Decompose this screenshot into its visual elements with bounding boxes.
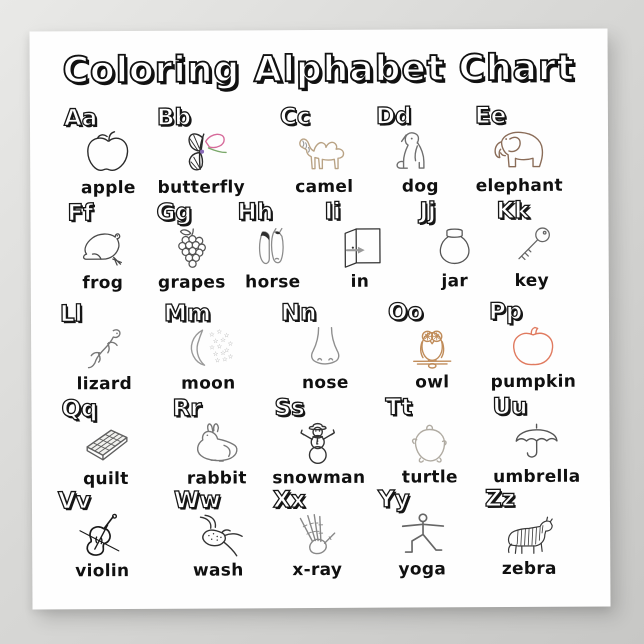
pumpkin-icon (502, 323, 564, 371)
cell-apple (60, 107, 156, 199)
xray-icon (286, 511, 348, 559)
word-label-frog: frog (82, 273, 124, 294)
word-label-in: in (350, 271, 370, 292)
word-label-wash: wash (192, 560, 244, 581)
butterfly-icon (170, 128, 232, 176)
svg-text:☆: ☆ (227, 352, 234, 361)
letter-label-u: Uu (492, 393, 528, 421)
letter-label-v: Vv (57, 488, 91, 515)
cell-jar (415, 200, 493, 291)
svg-text:☆: ☆ (214, 356, 221, 365)
letter-label-t: Tt (385, 394, 413, 421)
word-label-grapes: grapes (157, 272, 226, 293)
cell-frog (63, 202, 141, 293)
letter-label-i: Ii (324, 198, 341, 225)
camel-icon (293, 128, 355, 176)
word-label-horse: horse (245, 272, 301, 293)
cell-umbrella (488, 393, 584, 488)
dog-icon (389, 127, 451, 175)
cell-butterfly (153, 106, 249, 198)
cell-xray (269, 489, 365, 581)
svg-text:☆: ☆ (222, 355, 228, 364)
rabbit-icon (186, 419, 248, 467)
key-icon (503, 222, 559, 270)
word-label-elephant: elephant (475, 175, 563, 197)
cell-turtle (381, 396, 477, 488)
word-label-jar: jar (441, 271, 469, 292)
elephant-icon (488, 127, 550, 175)
cell-grapes (152, 201, 230, 292)
word-label-xray: x-ray (292, 559, 343, 581)
wash-icon (187, 511, 249, 559)
word-label-moon: moon (181, 373, 236, 394)
cell-in (320, 198, 398, 292)
letter-label-g: Gg (156, 199, 192, 226)
jar-icon (426, 222, 482, 270)
moon-icon (177, 324, 239, 372)
snowman-icon (288, 419, 350, 467)
svg-text:☆: ☆ (212, 349, 219, 358)
word-label-turtle: turtle (401, 467, 458, 488)
cell-pumpkin (485, 298, 581, 393)
letter-label-h: Hh (237, 199, 274, 226)
umbrella-icon (506, 418, 568, 466)
letter-label-x: Xx (272, 487, 306, 514)
violin-icon (71, 512, 133, 560)
frog-icon (75, 224, 131, 272)
cell-camel (276, 106, 372, 198)
cell-zebra (481, 485, 577, 580)
svg-text:☆: ☆ (209, 343, 215, 352)
word-label-dog: dog (401, 176, 439, 197)
svg-text:☆: ☆ (216, 342, 223, 351)
word-label-pumpkin: pumpkin (490, 371, 577, 393)
letter-label-s: Ss (274, 395, 305, 422)
word-label-owl: owl (415, 372, 450, 393)
letter-label-w: Ww (173, 487, 221, 514)
svg-text:☆: ☆ (227, 339, 234, 348)
owl-icon (401, 323, 463, 371)
word-label-violin: violin (75, 561, 130, 582)
cell-dog (372, 105, 468, 197)
cell-owl (384, 301, 480, 393)
letter-label-q: Qq (61, 396, 98, 423)
word-label-apple: apple (80, 177, 136, 199)
cell-rabbit (168, 397, 264, 489)
cell-yoga (374, 488, 470, 580)
cell-moon (160, 302, 256, 394)
lizard-icon (73, 325, 135, 373)
word-label-rabbit: rabbit (186, 468, 247, 489)
letter-label-k: Kk (496, 197, 530, 225)
svg-text:☆: ☆ (220, 348, 226, 357)
cell-lizard (56, 303, 152, 395)
letter-label-m: Mm (163, 300, 211, 327)
letter-label-j: Jj (419, 198, 436, 225)
letter-label-b: Bb (156, 104, 192, 131)
letter-label-n: Nn (280, 300, 317, 327)
yoga-icon (391, 510, 453, 558)
word-label-umbrella: umbrella (493, 466, 581, 488)
svg-text:☆: ☆ (223, 331, 230, 340)
cell-horse (233, 201, 311, 292)
svg-text:☆: ☆ (216, 327, 223, 336)
door-in-icon (331, 223, 387, 271)
apple-icon (77, 129, 139, 177)
word-label-camel: camel (295, 176, 354, 198)
poster-title: Coloring Alphabet Chart (62, 47, 575, 92)
letter-label-c: Cc (279, 104, 311, 131)
svg-text:☆: ☆ (220, 336, 226, 345)
word-label-snowman: snowman (272, 467, 366, 489)
letter-label-r: Rr (172, 395, 202, 422)
turtle-icon (399, 418, 461, 466)
cell-snowman (270, 397, 366, 489)
svg-text:☆: ☆ (212, 336, 219, 346)
nose-icon (294, 324, 356, 372)
word-label-nose: nose (301, 372, 349, 394)
letter-label-a: Aa (63, 105, 98, 132)
letter-label-y: Yy (377, 486, 410, 513)
cell-nose (277, 302, 373, 394)
letter-label-p: Pp (488, 298, 523, 326)
svg-text:☆: ☆ (223, 346, 230, 355)
cell-key (492, 197, 570, 291)
horse-icon (244, 223, 300, 271)
word-label-butterfly: butterfly (157, 177, 246, 198)
letter-label-z: Zz (484, 485, 516, 513)
letter-label-l: Ll (59, 301, 83, 328)
cell-wash (170, 489, 266, 581)
word-label-lizard: lizard (76, 373, 133, 395)
cell-quilt (57, 398, 153, 490)
cell-violin (54, 490, 150, 582)
letter-label-o: Oo (387, 299, 424, 326)
svg-text:☆: ☆ (208, 330, 215, 339)
poster (29, 28, 610, 609)
word-label-zebra: zebra (501, 558, 557, 580)
letter-label-e: Ee (474, 103, 507, 130)
letter-label-d: Dd (375, 103, 412, 130)
cell-elephant (471, 105, 567, 197)
word-label-yoga: yoga (398, 559, 447, 580)
quilt-icon (75, 420, 137, 468)
letter-label-f: Ff (67, 200, 94, 227)
word-label-key: key (514, 270, 550, 291)
word-label-quilt: quilt (83, 469, 129, 490)
grapes-icon (163, 224, 219, 272)
zebra-icon (498, 510, 560, 558)
